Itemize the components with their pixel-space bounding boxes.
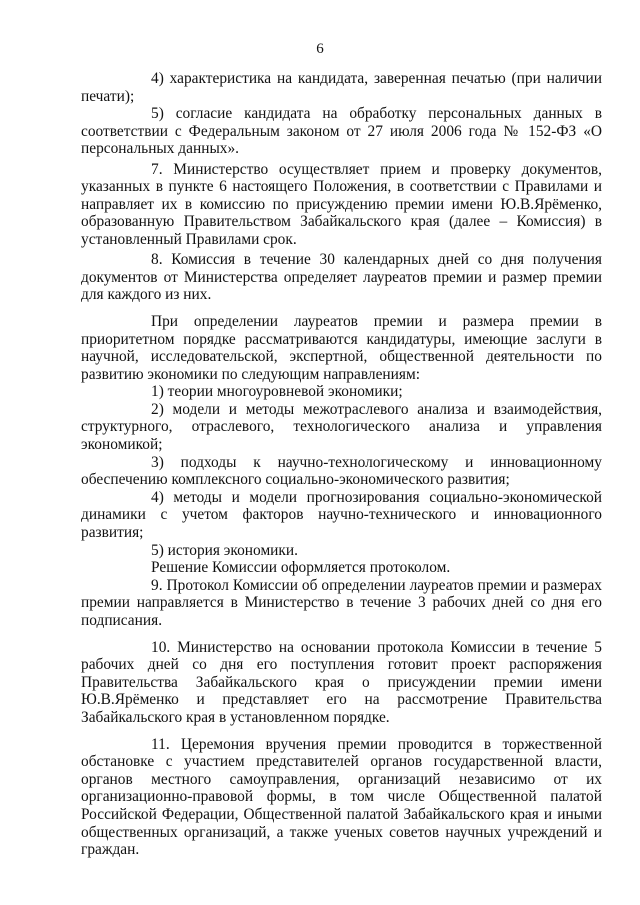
- paragraph-clause-11: 11. Церемония вручения премии проводится в торжественной обстановке с участием представителей органов государственной власти, органов местного самоуправления, организаций независимо от их организационно-правовой формы, в том числе Общественной палатой Российской Федерации, Общественной палатой Забайкальского края и иными общественных организаций, а также ученых советов научных учреждений и граждан.: [81, 735, 602, 859]
- paragraph-clause-10: 10. Министерство на основании протокола Комиссии в течение 5 рабочих дней со дня его поступления готовит проект распоряжения Правительства Забайкальского края о присуждении премии имени Ю.В.Ярёменко и представляет его на рассмотрение Правительства Забайкальского края в установленном порядке.: [81, 638, 602, 726]
- list-item-direction-5: 5) история экономики.: [151, 541, 298, 559]
- paragraph-clause-8: 8. Комиссия в течение 30 календарных дней со дня получения документов от Министерства определяет лауреатов премии и размер премии для каждого из них.: [81, 251, 602, 304]
- paragraph-clause-9: 9. Протокол Комиссии об определении лауреатов премии и размерах премии направляется в Министерство в течение 3 рабочих дней со дня его подписания.: [81, 576, 602, 629]
- document-body: [81, 70, 602, 859]
- paragraph-item-4-characteristic: 4) характеристика на кандидата, заверенная печатью (при наличии печати);: [81, 70, 602, 105]
- list-item-direction-2: 2) модели и методы межотраслевого анализа и взаимодействия, структурного, отраслевого, технологического анализа и управления экономикой;: [81, 400, 602, 454]
- paragraph-commission-decision: Решение Комиссии оформляется протоколом.: [151, 559, 451, 577]
- paragraph-priority-criteria: При определении лауреатов премии и размера премии в приоритетном порядке рассматриваются кандидатуры, имеющие заслуги в научной, исследовательской, экспертной, общественной деятельности по развитию экономики по следующим направлениям:: [81, 312, 602, 383]
- list-item-direction-3: 3) подходы к научно-технологическому и инновационному обеспечению комплексного социально-экономического развития;: [81, 453, 602, 489]
- list-item-direction-4: 4) методы и модели прогнозирования социально-экономической динамики с учетом факторов научно-технического и инновационного развития;: [81, 488, 602, 542]
- paragraph-clause-7: 7. Министерство осуществляет прием и проверку документов, указанных в пункте 6 настоящего Положения, в соответствии с Правилами и направляет их в комиссию по присуждению премии имени Ю.В.Ярёменко, образованную Правительством Забайкальского края (далее – Комиссия) в установленный Правилами срок.: [81, 160, 602, 248]
- list-item-direction-1: 1) теории многоуровневой экономики;: [151, 383, 403, 401]
- paragraph-item-5-consent: 5) согласие кандидата на обработку персональных данных в соответствии с Федеральным законом от 27 июля 2006 года № 152-ФЗ «О персональных данных».: [81, 105, 602, 158]
- page-number: 6: [316, 41, 324, 57]
